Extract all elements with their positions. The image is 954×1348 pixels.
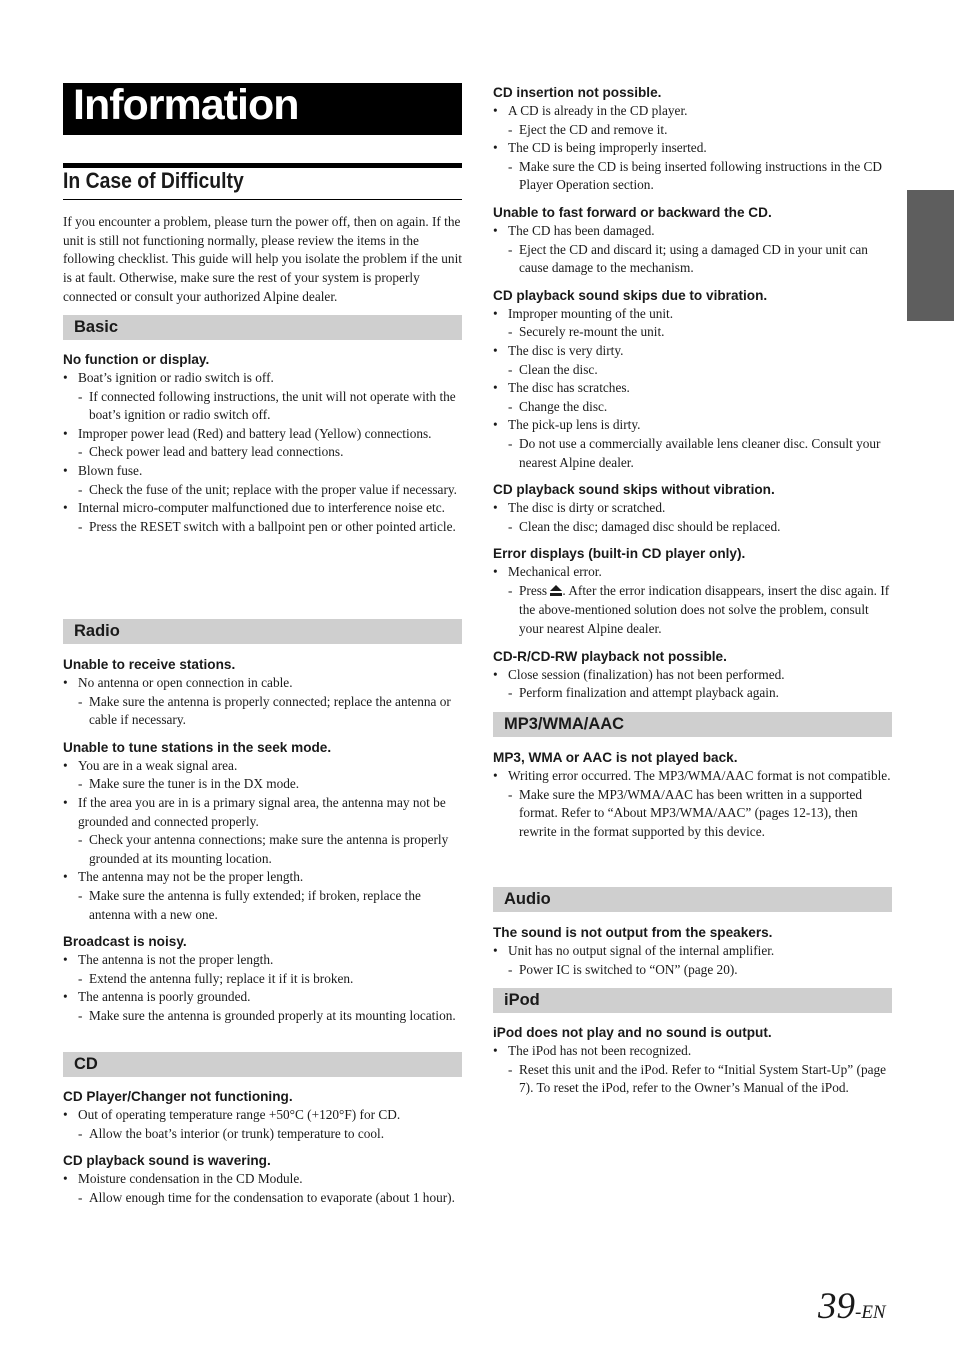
remedy-item: - Make sure the antenna is fully extended; if broken, replace the antenna with a new one. (63, 887, 462, 924)
trouble-title: CD Player/Changer not functioning. (63, 1089, 293, 1104)
section-header-ipod: iPod (493, 988, 892, 1013)
remedy-item: - Perform finalization and attempt playback again. (493, 684, 892, 703)
page-number-suffix: -EN (855, 1302, 886, 1323)
eject-icon (550, 583, 562, 602)
remedy-item: - Eject the CD and remove it. (493, 121, 892, 140)
trouble-title: iPod does not play and no sound is output. (493, 1025, 772, 1040)
cause-item: • The pick-up lens is dirty. (493, 416, 892, 435)
remedy-item: - Clean the disc. (493, 361, 892, 380)
cd-section (63, 1052, 462, 1207)
cause-item: • Mechanical error. (493, 563, 892, 582)
remedy-item: - Allow enough time for the condensation to evaporate (about 1 hour). (63, 1189, 462, 1208)
chapter-title: Information (73, 81, 299, 129)
trouble-title: CD playback sound skips due to vibration. (493, 287, 768, 303)
cause-item: • The antenna is poorly grounded. (63, 988, 462, 1007)
trouble-title: CD playback sound skips without vibration. (493, 482, 775, 498)
cause-item: • No antenna or open connection in cable. (63, 674, 462, 693)
cause-item: • Writing error occurred. The MP3/WMA/AAC format is not compatible. (493, 767, 892, 786)
trouble-title: CD playback sound is wavering. (63, 1153, 271, 1169)
trouble-title: Unable to tune stations in the seek mode. (63, 739, 332, 755)
cause-item: • You are in a weak signal area. (63, 757, 462, 776)
audio-section (493, 887, 892, 979)
cause-item: • The iPod has not been recognized. (493, 1042, 892, 1061)
trouble-title: CD insertion not possible. (493, 85, 662, 100)
remedy-item: - Change the disc. (493, 398, 892, 417)
remedy-item: - Allow the boat’s interior (or trunk) temperature to cool. (63, 1125, 462, 1144)
remedy-item: - Make sure the MP3/WMA/AAC has been written in a supported format. Refer to “About MP3/WMA/AAC” (pages 12-13), then rewrite in the format supported by this device. (493, 786, 892, 842)
chapter-banner (63, 83, 462, 135)
cause-item: • Boat’s ignition or radio switch is off. (63, 369, 462, 388)
cause-item: • The disc has scratches. (493, 379, 892, 398)
trouble-title: CD-R/CD-RW playback not possible. (493, 648, 727, 664)
cause-item: • The CD has been damaged. (493, 222, 892, 241)
cause-item: • A CD is already in the CD player. (493, 102, 892, 121)
section-heading: In Case of Difficulty (63, 168, 244, 193)
remedy-item: - Check power lead and battery lead connections. (63, 443, 462, 462)
remedy-item: - Power IC is switched to “ON” (page 20). (493, 961, 892, 980)
cd-section-continued (493, 84, 892, 703)
remedy-item: - Clean the disc; damaged disc should be replaced. (493, 518, 892, 537)
remedy-item: - Eject the CD and discard it; using a damaged CD in your unit can cause damage to the mechanism. (493, 241, 892, 278)
cause-item: • If the area you are in is a primary signal area, the antenna may not be grounded and connected properly. (63, 794, 462, 831)
remedy-item: - Press the RESET switch with a ballpoint pen or other pointed article. (63, 518, 462, 537)
cause-item: • Improper mounting of the unit. (493, 305, 892, 324)
heading-rule-bottom (63, 199, 462, 200)
cause-item: • Out of operating temperature range +50°C (+120°F) for CD. (63, 1106, 462, 1125)
trouble-title: Error displays (built-in CD player only). (493, 546, 746, 562)
basic-section (63, 315, 462, 536)
trouble-title: Unable to receive stations. (63, 657, 236, 672)
remedy-item: - Make sure the antenna is properly connected; replace the antenna or cable if necessary. (63, 693, 462, 730)
remedy-item: - If connected following instructions, the unit will not operate with the boat’s ignition or radio switch off. (63, 388, 462, 425)
cause-item: • The CD is being improperly inserted. (493, 139, 892, 158)
section-header-cd: CD (63, 1052, 462, 1077)
trouble-title: The sound is not output from the speakers. (493, 925, 773, 940)
cause-item: • The disc is dirty or scratched. (493, 499, 892, 518)
section-header-radio: Radio (63, 619, 462, 644)
mp3-section (493, 712, 892, 841)
cause-item: • The disc is very dirty. (493, 342, 892, 361)
remedy-item: - Securely re-mount the unit. (493, 323, 892, 342)
cause-item: • Blown fuse. (63, 462, 462, 481)
remedy-item: - Check the fuse of the unit; replace with the proper value if necessary. (63, 481, 462, 500)
cause-item: • Unit has no output signal of the internal amplifier. (493, 942, 892, 961)
radio-section (63, 619, 462, 1026)
cause-item: • The antenna may not be the proper length. (63, 868, 462, 887)
remedy-item: - Reset this unit and the iPod. Refer to “Initial System Start-Up” (page 7). To reset the iPod, refer to the Owner’s Manual of the iPod. (493, 1061, 892, 1098)
cause-item: • Improper power lead (Red) and battery lead (Yellow) connections. (63, 425, 462, 444)
remedy-item (493, 582, 892, 639)
ipod-section (493, 988, 892, 1098)
cause-item: • Moisture condensation in the CD Module. (63, 1170, 462, 1189)
section-header-mp3: MP3/WMA/AAC (493, 712, 892, 737)
intro-paragraph: If you encounter a problem, please turn the power off, then on again. If the unit is still not functioning normally, please review the items in the following checklist. This guide will help you isolate the problem if the unit is at fault. Otherwise, make sure the rest of your system is properly connected or consult your authorized Alpine dealer. (63, 214, 462, 304)
trouble-title: No function or display. (63, 352, 210, 367)
remedy-text: Press (519, 582, 548, 598)
remedy-item: - Make sure the CD is being inserted following instructions in the CD Player Operation section. (493, 158, 892, 195)
remedy-item: - Check your antenna connections; make sure the antenna is properly grounded at its mounting location. (63, 831, 462, 868)
section-header-audio: Audio (493, 887, 892, 912)
trouble-title: Broadcast is noisy. (63, 934, 187, 950)
trouble-title: MP3, WMA or AAC is not played back. (493, 750, 738, 765)
page-number-value: 39 (818, 1286, 855, 1327)
page-number (818, 1285, 886, 1328)
cause-item: • Close session (finalization) has not been performed. (493, 666, 892, 685)
cause-item: • Internal micro-computer malfunctioned due to interference noise etc. (63, 499, 462, 518)
remedy-item: - Extend the antenna fully; replace it if it is broken. (63, 970, 462, 989)
chapter-thumb-tab (907, 190, 954, 321)
trouble-title: Unable to fast forward or backward the CD. (493, 204, 772, 220)
remedy-text: . After the error indication disappears, insert the disc again. If the above-mentioned solution does not solve the problem, consult your nearest Alpine dealer. (519, 582, 890, 637)
remedy-item: - Do not use a commercially available lens cleaner disc. Consult your nearest Alpine dealer. (493, 435, 892, 472)
section-header-basic: Basic (63, 315, 462, 340)
remedy-item: - Make sure the antenna is grounded properly at its mounting location. (63, 1007, 462, 1026)
remedy-item: - Make sure the tuner is in the DX mode. (63, 775, 462, 794)
cause-item: • The antenna is not the proper length. (63, 951, 462, 970)
